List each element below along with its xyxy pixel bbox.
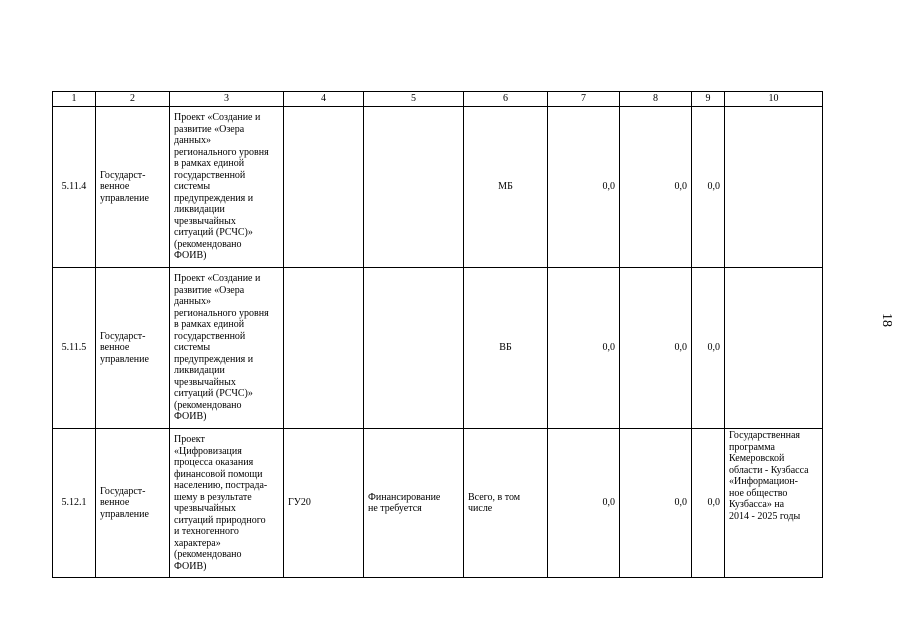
row-funding-source: МБ: [464, 107, 548, 268]
row-area: Государст- венное управление: [96, 107, 170, 268]
row-col4: ГУ20: [284, 429, 364, 578]
row-value-8: 0,0: [620, 268, 692, 429]
row-value-8: 0,0: [620, 107, 692, 268]
table-row: [53, 429, 823, 578]
row-project-name: Проект «Создание и развитие «Озера данных» регионального уровня в рамках единой государственной системы предупреждения и ликвидации чрезвычайных ситуаций (РСЧС)» (рекомендовано ФОИВ): [170, 107, 284, 268]
row-funding-source: Всего, в том числе: [464, 429, 548, 578]
row-value-9: 0,0: [692, 107, 725, 268]
row-area: Государст- венное управление: [96, 268, 170, 429]
row-value-7: 0,0: [548, 107, 620, 268]
row-col4: [284, 107, 364, 268]
header-cell: 6: [464, 92, 548, 107]
row-code: 5.11.5: [53, 268, 96, 429]
page-number: 18: [879, 313, 894, 327]
header-cell: 7: [548, 92, 620, 107]
header-cell: 8: [620, 92, 692, 107]
header-cell: 3: [170, 92, 284, 107]
row-col5: [364, 107, 464, 268]
row-value-9: 0,0: [692, 268, 725, 429]
header-cell: 5: [364, 92, 464, 107]
row-project-name: Проект «Создание и развитие «Озера данных» регионального уровня в рамках единой государственной системы предупреждения и ликвидации чрезвычайных ситуаций (РСЧС)» (рекомендовано ФОИВ): [170, 268, 284, 429]
row-code: 5.11.4: [53, 107, 96, 268]
program-table: [52, 91, 823, 578]
header-cell: 4: [284, 92, 364, 107]
header-cell: 10: [725, 92, 823, 107]
row-project-name: Проект «Цифровизация процесса оказания финансовой помощи населению, пострада- шему в результате чрезвычайных ситуаций природного и техногенного характера» (рекомендовано ФОИВ): [170, 429, 284, 578]
row-code: 5.12.1: [53, 429, 96, 578]
row-program: [725, 107, 823, 268]
row-value-8: 0,0: [620, 429, 692, 578]
header-cell: 2: [96, 92, 170, 107]
table-row: [53, 268, 823, 429]
row-area: Государст- венное управление: [96, 429, 170, 578]
header-cell: 9: [692, 92, 725, 107]
row-col5: Финансирование не требуется: [364, 429, 464, 578]
row-value-7: 0,0: [548, 268, 620, 429]
header-cell: 1: [53, 92, 96, 107]
row-funding-source: ВБ: [464, 268, 548, 429]
row-value-9: 0,0: [692, 429, 725, 578]
row-program: Государственная программа Кемеровской области - Кузбасса «Информацион- ное общество Кузбасса» на 2014 - 2025 годы: [725, 429, 823, 578]
row-col5: [364, 268, 464, 429]
header-row: [53, 92, 823, 107]
table-row: [53, 107, 823, 268]
row-col4: [284, 268, 364, 429]
row-program: [725, 268, 823, 429]
row-value-7: 0,0: [548, 429, 620, 578]
